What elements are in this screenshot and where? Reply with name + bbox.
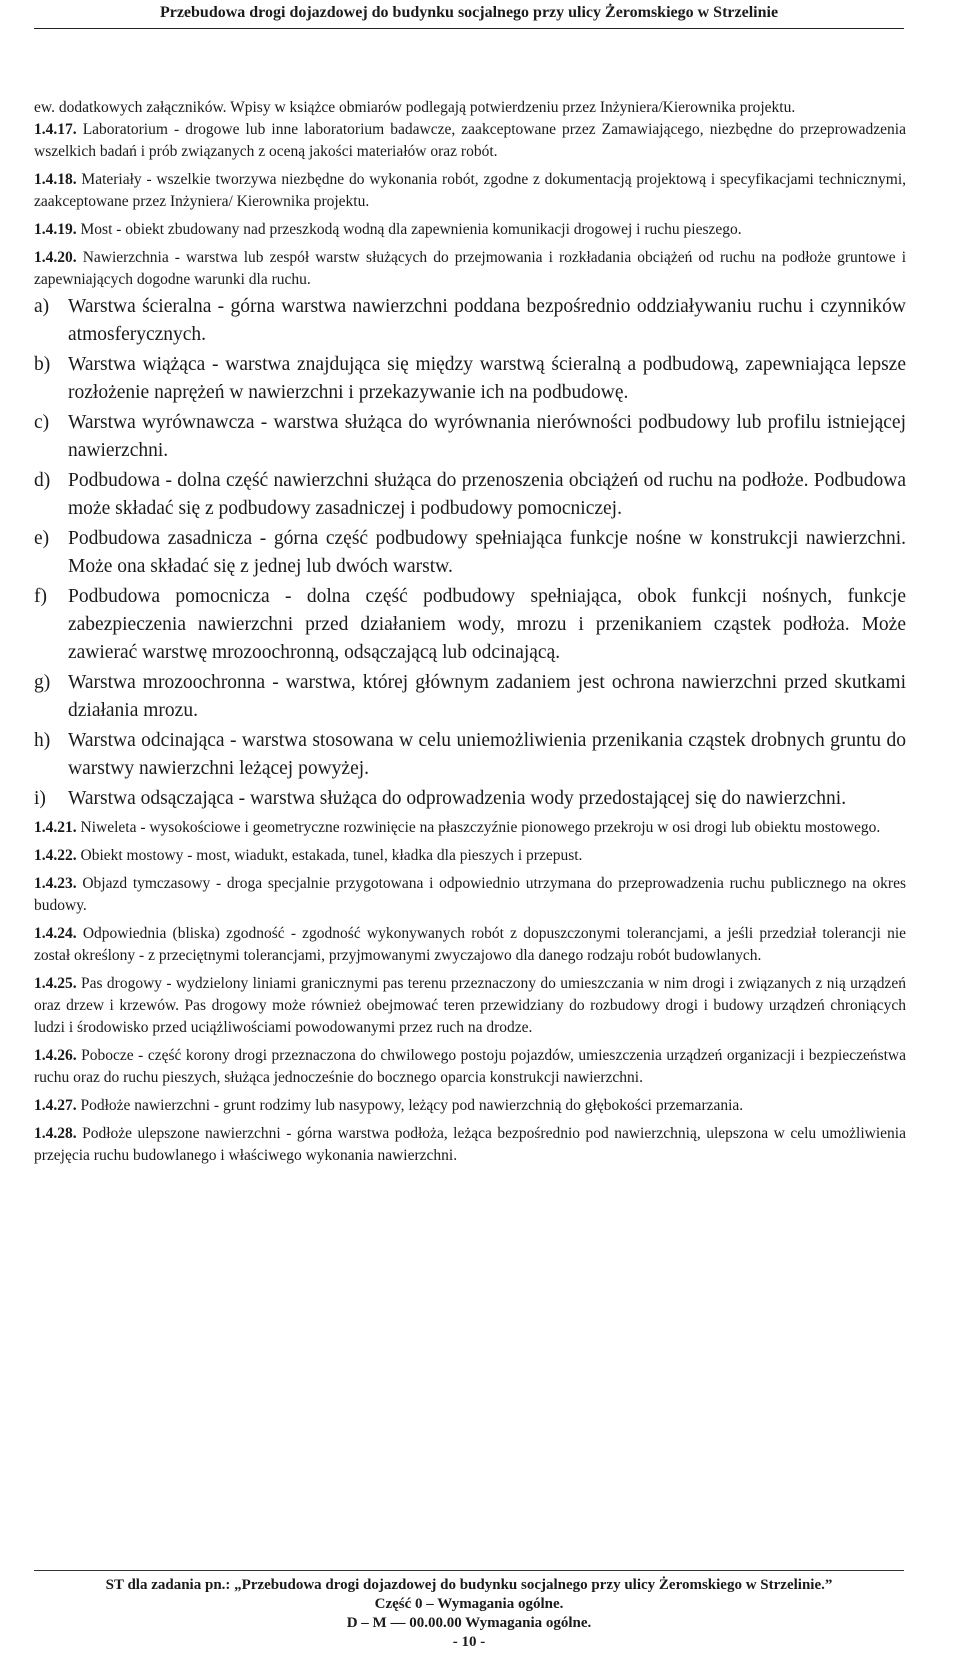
definition-number: 1.4.20. [34, 249, 77, 266]
list-label: a) [34, 296, 50, 317]
layer-item-d [34, 467, 906, 523]
layer-item-b [34, 351, 906, 407]
layer-item-h [34, 727, 906, 783]
list-text: Warstwa odcinająca - warstwa stosowana w celu uniemożliwienia przenikania cząstek drobnych gruntu do warstwy nawierzchni leżącej powyżej. [68, 730, 906, 779]
page-number: - 10 - [452, 1634, 486, 1650]
definition-text: Materiały - wszelkie tworzywa niezbędne do wykonania robót, zgodne z dokumentacją projektową i specyfikacjami technicznymi, zaakceptowane przez Inżyniera/ Kierownika projektu. [34, 171, 906, 210]
definition-number: 1.4.23. [34, 875, 77, 892]
list-label: g) [34, 672, 51, 693]
definition-number: 1.4.18. [34, 171, 77, 188]
list-text: Warstwa wiążąca - warstwa znajdująca się między warstwą ścieralną a podbudową, zapewniająca lepsze rozłożenie naprężeń w nawierzchni i przekazywanie ich na podbudowę. [68, 354, 906, 403]
list-label: i) [34, 788, 46, 809]
definition-text: Niweleta - wysokościowe i geometryczne rozwinięcie na płaszczyźnie pionowego przekroju w osi drogi lub obiektu mostowego. [80, 819, 881, 836]
definition-1-4-20 [34, 247, 906, 291]
definition-text: Nawierzchnia - warstwa lub zespół warstw służących do przejmowania i rozkładania obciążeń od ruchu na podłoże gruntowe i zapewniających dogodne warunki dla ruchu. [34, 249, 907, 288]
definition-text: Pobocze - część korony drogi przeznaczona do chwilowego postoju pojazdów, umieszczenia urządzeń organizacji i bezpieczeństwa ruchu oraz do ruchu pieszych, służąca jednocześnie do bocznego oparcia konstrukcji nawierzchni. [34, 1047, 907, 1086]
list-text: Warstwa mrozoochronna - warstwa, której głównym zadaniem jest ochrona nawierzchni przed skutkami działania mrozu. [68, 672, 906, 721]
layer-item-i [34, 785, 906, 813]
page-content [34, 97, 906, 1167]
definition-number: 1.4.17. [34, 121, 77, 138]
definition-1-4-27 [34, 1095, 906, 1117]
definition-1-4-22 [34, 845, 906, 867]
list-text: Podbudowa zasadnicza - górna część podbudowy spełniająca funkcje nośne w konstrukcji nawierzchni. Może ona składać się z jednej lub dwóch warstw. [68, 528, 906, 577]
definition-number: 1.4.24. [34, 925, 77, 942]
definition-text: Pas drogowy - wydzielony liniami granicznymi pas terenu przeznaczony do umieszczania w nim drogi i związanych z nią urządzeń oraz drzew i krzewów. Pas drogowy może również obejmować teren przewidziany do rozbudowy drogi i budowy urządzeń chroniących ludzi i środowisko przed uciążliwościami powodowanymi przez ruch na drodze. [34, 975, 906, 1036]
list-label: c) [34, 412, 50, 433]
definition-number: 1.4.21. [34, 819, 77, 836]
list-label: d) [34, 470, 51, 491]
definition-number: 1.4.26. [34, 1047, 77, 1064]
definition-number: 1.4.19. [34, 221, 77, 238]
list-text: Warstwa wyrównawcza - warstwa służąca do wyrównania nierówności podbudowy lub profilu istniejącej nawierzchni. [68, 412, 906, 461]
list-label: f) [34, 586, 47, 607]
list-text: Podbudowa - dolna część nawierzchni służąca do przenoszenia obciążeń od ruchu na podłoże. Podbudowa może składać się z podbudowy zasadniczej i podbudowy pomocniczej. [68, 470, 906, 519]
footer-spec: D – M — 00.00.00 Wymagania ogólne. [346, 1615, 592, 1631]
definition-number: 1.4.27. [34, 1097, 77, 1114]
definition-1-4-24 [34, 923, 906, 967]
definition-1-4-18 [34, 169, 906, 213]
paragraph-continuation: ew. dodatkowych załączników. Wpisy w książce obmiarów podlegają potwierdzeniu przez Inżyniera/Kierownika projektu. [34, 99, 796, 116]
list-text: Warstwa odsączająca - warstwa służąca do odprowadzenia wody przedostającej się do nawierzchni. [68, 788, 847, 809]
footer-divider [34, 1570, 904, 1571]
definition-1-4-19 [34, 219, 906, 241]
layer-item-a [34, 293, 906, 349]
definition-1-4-23 [34, 873, 906, 917]
footer-title: ST dla zadania pn.: „Przebudowa drogi dojazdowej do budynku socjalnego przy ulicy Żeromskiego w Strzelinie.” [105, 1577, 833, 1593]
definition-number: 1.4.22. [34, 847, 77, 864]
list-text: Warstwa ścieralna - górna warstwa nawierzchni poddana bezpośrednio oddziaływaniu ruchu i czynników atmosferycznych. [68, 296, 906, 345]
definition-text: Laboratorium - drogowe lub inne laboratorium badawcze, zaakceptowane przez Zamawiającego, niezbędne do przeprowadzenia wszelkich badań i prób związanych z oceną jakości materiałów oraz robót. [34, 121, 906, 160]
definition-1-4-28 [34, 1123, 906, 1167]
definition-text: Podłoże ulepszone nawierzchni - górna warstwa podłoża, leżąca bezpośrednio pod nawierzchnią, ulepszona w celu umożliwienia przejęcia ruchu budowlanego i właściwego wykonania nawierzchni. [34, 1125, 906, 1164]
definition-text: Podłoże nawierzchni - grunt rodzimy lub nasypowy, leżący pod nawierzchnią do głębokości przemarzania. [80, 1097, 744, 1114]
layer-item-c [34, 409, 906, 465]
definition-1-4-21 [34, 817, 906, 839]
layer-item-g [34, 669, 906, 725]
definition-text: Obiekt mostowy - most, wiadukt, estakada, tunel, kładka dla pieszych i przepust. [80, 847, 583, 864]
definition-number: 1.4.25. [34, 975, 77, 992]
definition-text: Odpowiednia (bliska) zgodność - zgodność wykonywanych robót z dopuszczonymi tolerancjami, a jeśli przedział tolerancji nie został określony - z przeciętnymi tolerancjami, przyjmowanymi zwyczajowo dla danego rodzaju robót budowlanych. [34, 925, 907, 964]
header-divider [34, 28, 904, 29]
layer-item-e [34, 525, 906, 581]
list-label: b) [34, 354, 51, 375]
definition-1-4-17 [34, 119, 906, 163]
footer-part: Część 0 – Wymagania ogólne. [374, 1596, 564, 1612]
definition-text: Most - obiekt zbudowany nad przeszkodą wodną dla zapewnienia komunikacji drogowej i ruchu pieszego. [80, 221, 742, 238]
page-header: Przebudowa drogi dojazdowej do budynku socjalnego przy ulicy Żeromskiego w Strzelinie [159, 4, 779, 21]
definition-1-4-26 [34, 1045, 906, 1089]
page-footer [34, 1576, 904, 1652]
list-text: Podbudowa pomocnicza - dolna część podbudowy spełniająca, obok funkcji nośnych, funkcje zabezpieczenia nawierzchni przed działaniem wody, mrozu i przenikaniem cząstek podłoża. Może zawierać warstwę mrozoochronną, odsączającą lub odcinającą. [68, 586, 906, 663]
definition-number: 1.4.28. [34, 1125, 77, 1142]
layer-item-f [34, 583, 906, 667]
definition-1-4-25 [34, 973, 906, 1039]
list-label: e) [34, 528, 50, 549]
definition-text: Objazd tymczasowy - droga specjalnie przygotowana i odpowiednio utrzymana do przeprowadzenia ruchu publicznego na okres budowy. [34, 875, 907, 914]
list-label: h) [34, 730, 51, 751]
